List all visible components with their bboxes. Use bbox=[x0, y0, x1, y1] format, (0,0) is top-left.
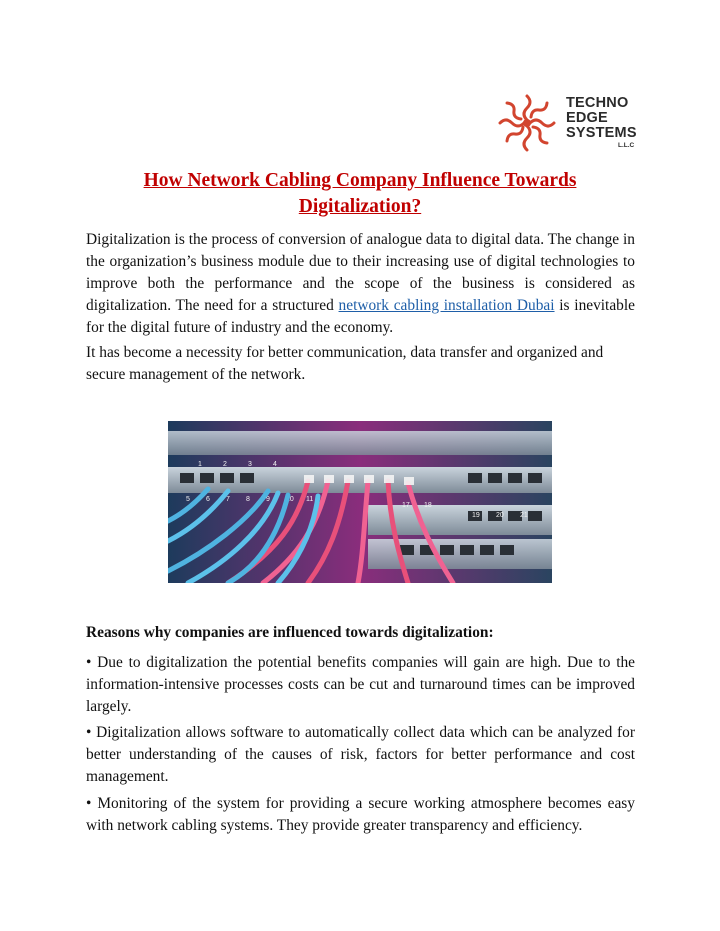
intro-paragraph bbox=[86, 229, 635, 339]
network-cabling-link[interactable]: network cabling installation Dubai bbox=[338, 297, 555, 314]
port-number: 11 bbox=[306, 496, 314, 503]
reason-item: • Digitalization allows software to automatically collect data which can be analyzed for better understanding of the causes of risk, factors for better performance and cost management. bbox=[86, 724, 635, 785]
logo-line-3: SYSTEMS bbox=[566, 125, 637, 141]
port-number: 10 bbox=[286, 496, 294, 503]
intro-text-before-link: Digitalization is the process of conversion of analogue data to digital data. The change in the organization’s business module due to their increasing use of digital technologies to improve both the performance and the scope of the business is considered as digitalization. The need for a structured bbox=[86, 231, 635, 314]
port-number: 9 bbox=[266, 496, 270, 503]
port-number: 7 bbox=[226, 496, 230, 503]
logo-emblem-icon bbox=[496, 92, 558, 154]
network-cables-photo bbox=[168, 421, 552, 583]
port-number: 8 bbox=[246, 496, 250, 503]
page-title: How Network Cabling Company Influence Towards Digitalization? bbox=[143, 170, 577, 217]
port-number: 6 bbox=[206, 496, 210, 503]
reasons-heading: Reasons why companies are influenced towards digitalization: bbox=[86, 624, 494, 641]
necessity-paragraph: It has become a necessity for better communication, data transfer and organized and secure management of the network. bbox=[86, 344, 604, 383]
port-number: 17 bbox=[402, 502, 410, 509]
port-number: 19 bbox=[472, 512, 480, 519]
logo-line-2: EDGE bbox=[566, 110, 608, 126]
port-number: 20 bbox=[496, 512, 504, 519]
intro-text-after-link: is inevitable for the digital future of industry and the economy. bbox=[86, 297, 635, 336]
port-number: 21 bbox=[520, 512, 528, 519]
port-number: 5 bbox=[186, 496, 190, 503]
port-number: 2 bbox=[223, 461, 227, 468]
logo-wordmark bbox=[566, 96, 637, 141]
port-number: 3 bbox=[248, 461, 252, 468]
port-number: 4 bbox=[273, 461, 277, 468]
reason-item: • Due to digitalization the potential benefits companies will gain are high. Due to the information-intensive processes costs can be cut and turnaround times can be improved largely. bbox=[86, 654, 635, 715]
reason-item: • Monitoring of the system for providing a secure working atmosphere becomes easy with network cabling systems. They provide greater transparency and efficiency. bbox=[86, 795, 635, 834]
logo-suffix: L.L.C bbox=[618, 142, 635, 149]
port-number: 18 bbox=[424, 502, 432, 509]
company-logo bbox=[496, 92, 636, 154]
patch-panel-photo-icon bbox=[168, 421, 552, 583]
port-number: 1 bbox=[198, 461, 202, 468]
logo-line-1: TECHNO bbox=[566, 95, 629, 111]
